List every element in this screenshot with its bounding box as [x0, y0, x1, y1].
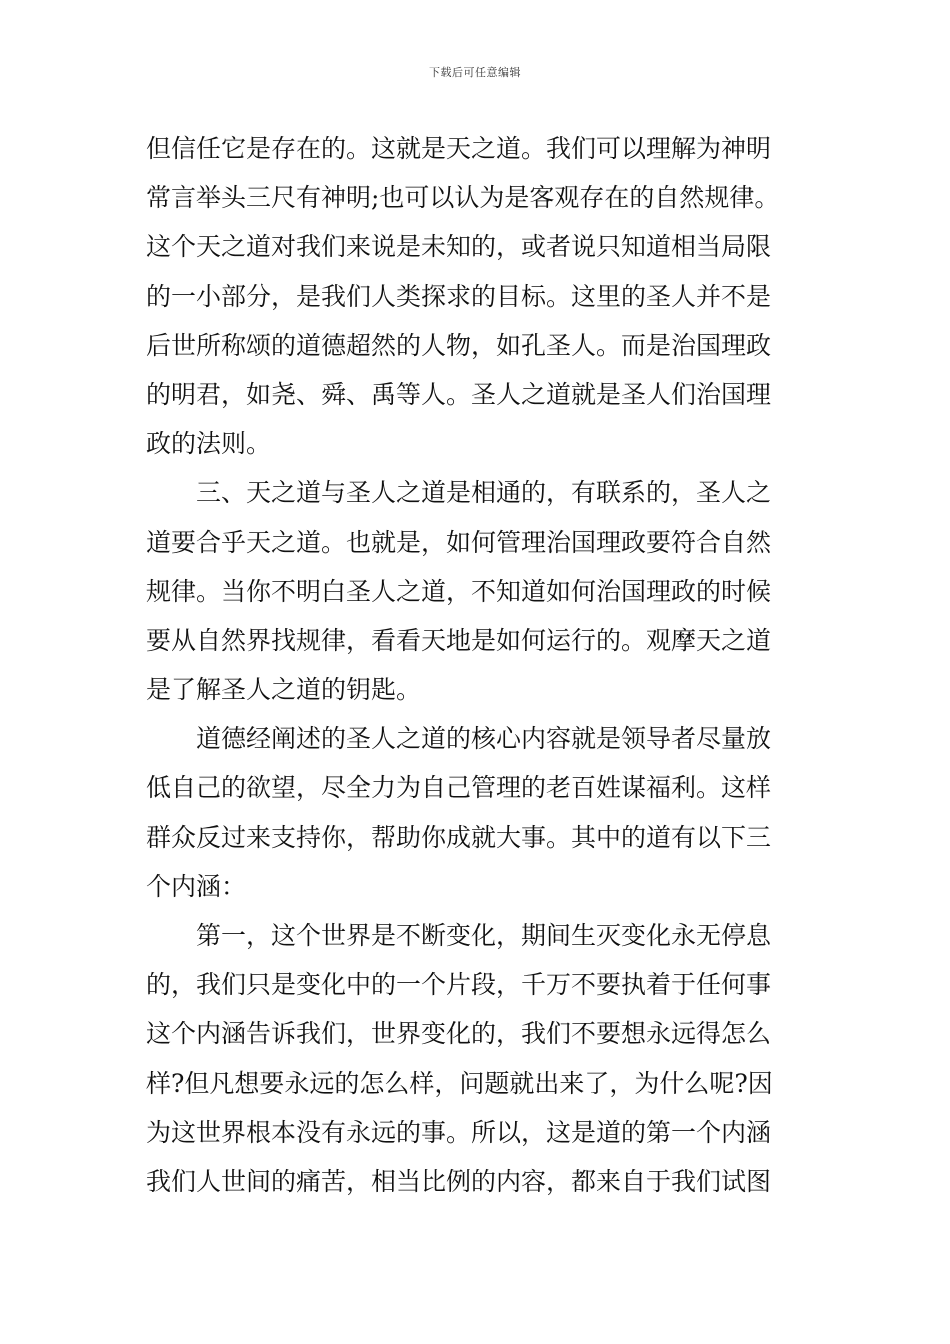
body-text — [146, 124, 810, 1206]
text-line: 的，我们只是变化中的一个片段，千万不要执着于任何事 — [146, 970, 772, 1000]
text-line: 这个天之道对我们来说是未知的，或者说只知道相当局限 — [146, 232, 772, 262]
text-line: 要从自然界找规律，看看天地是如何运行的。观摩天之道 — [146, 625, 772, 655]
text-line: 三、天之道与圣人之道是相通的，有联系的，圣人之 — [196, 478, 772, 508]
text-line: 我们人世间的痛苦，相当比例的内容，都来自于我们试图 — [146, 1166, 772, 1196]
text-line: 常言举头三尺有神明;也可以认为是客观存在的自然规律。 — [146, 183, 780, 213]
text-line: 是了解圣人之道的钥匙。 — [146, 675, 422, 705]
text-line: 后世所称颂的道德超然的人物，如孔圣人。而是治国理政 — [146, 330, 772, 360]
text-line: 但信任它是存在的。这就是天之道。我们可以理解为神明 — [146, 134, 772, 163]
text-line: 的明君，如尧、舜、禹等人。圣人之道就是圣人们治国理 — [146, 379, 772, 409]
text-line: 道要合乎天之道。也就是，如何管理治国理政要符合自然 — [146, 527, 772, 557]
text-line: 第一，这个世界是不断变化，期间生灭变化永无停息 — [196, 921, 772, 950]
text-line: 样?但凡想要永远的怎么样，问题就出来了，为什么呢?因 — [146, 1068, 773, 1098]
text-line: 为这世界根本没有永远的事。所以，这是道的第一个内涵 — [146, 1117, 772, 1147]
text-line: 道德经阐述的圣人之道的核心内容就是领导者尽量放 — [196, 724, 772, 754]
text-line: 政的法则。 — [146, 429, 272, 459]
text-line: 的一小部分，是我们人类探求的目标。这里的圣人并不是 — [146, 281, 772, 311]
text-line: 群众反过来支持你，帮助你成就大事。其中的道有以下三 — [146, 822, 772, 852]
text-line: 规律。当你不明白圣人之道，不知道如何治国理政的时候 — [146, 576, 772, 606]
text-line: 个内涵： — [146, 871, 247, 901]
page-header: 下载后可任意编辑 — [429, 66, 521, 79]
text-line: 低自己的欲望，尽全力为自己管理的老百姓谋福利。这样 — [146, 773, 772, 803]
text-line: 这个内涵告诉我们，世界变化的，我们不要想永远得怎么 — [146, 1019, 772, 1049]
